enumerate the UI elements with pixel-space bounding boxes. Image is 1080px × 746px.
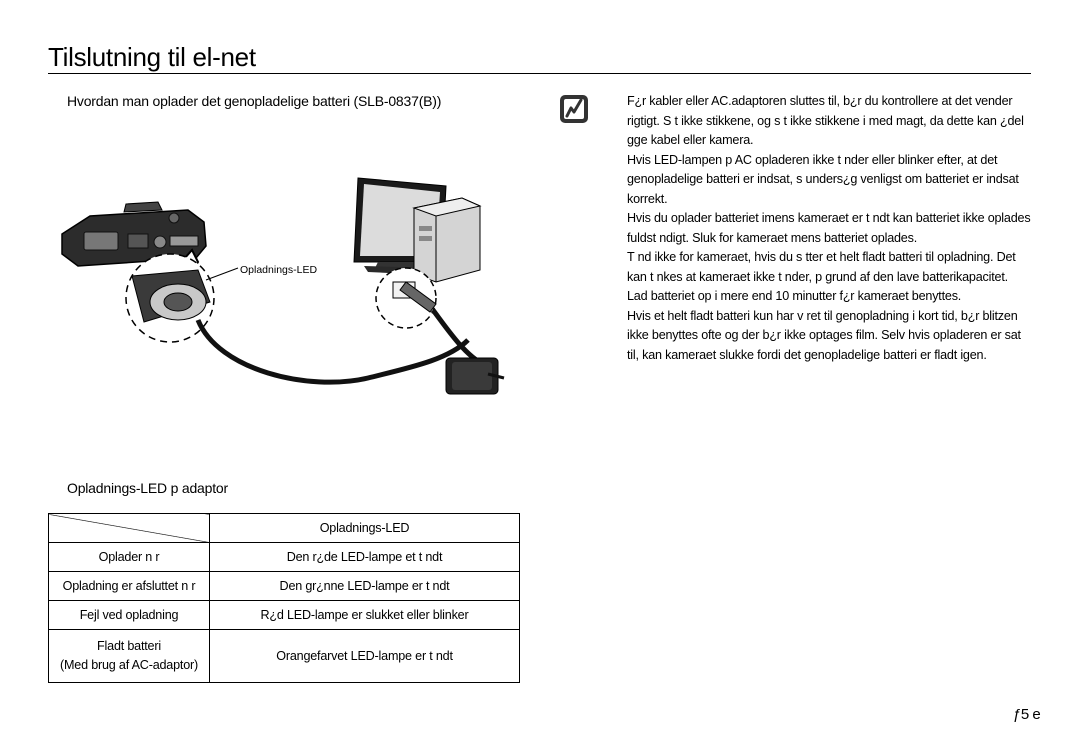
page-number: ƒ5 e <box>1013 706 1041 723</box>
table-row <box>49 543 520 572</box>
note-pencil-icon <box>559 94 589 124</box>
table-cell-state-line2: (Med brug af AC-adaptor) <box>60 658 198 672</box>
notes-text <box>627 92 1031 365</box>
ac-adaptor-icon <box>446 358 504 394</box>
table-corner-cell <box>49 514 210 543</box>
table-row <box>49 572 520 601</box>
table-cell-led: Den gr¿nne LED-lampe er t ndt <box>210 572 520 601</box>
note-paragraph: Hvis LED-lampen p AC opladeren ikke t nder eller blinker efter, at det genopladelige batteri er indsat, s unders¿g venligst om batteriet er indsat korrekt. <box>627 152 1019 206</box>
table-header-led: Opladnings-LED <box>210 514 520 543</box>
table-cell-led: Den r¿de LED-lampe et t ndt <box>210 543 520 572</box>
charging-heading: Hvordan man oplader det genopladelige batteri (SLB-0837(B)) <box>67 93 442 109</box>
table-cell-state: Fejl ved opladning <box>49 601 210 630</box>
note-paragraph: T nd ikke for kameraet, hvis du s tter et helt fladt batteri til opladning. Det kan t nkes at kameraet ikke t nder, p grund af den lave batterikapacitet. Lad batteriet op i mere end 10 minutter f¿r kameraet benyttes. <box>627 250 1016 303</box>
table-row <box>49 630 520 683</box>
computer-tower-icon <box>414 198 480 282</box>
table-header-row <box>49 514 520 543</box>
led-label: Opladnings-LED <box>240 264 318 276</box>
table-cell-led: Orangefarvet LED-lampe er t ndt <box>210 630 520 683</box>
note-paragraph: Hvis et helt fladt batteri kun har v ret til genopladning i kort tid, b¿r blitzen ikke benyttes ofte og der b¿r ikke optages film. Selv hvis opladeren er sat til, kan kameraet slukke fordi det genopladelige batteri er fladt igen. <box>627 308 1021 362</box>
led-status-table <box>48 513 520 683</box>
table-heading: Opladnings-LED p adaptor <box>67 480 228 496</box>
charging-illustration <box>48 170 528 410</box>
table-cell-state <box>49 630 210 683</box>
title-divider <box>48 73 1031 74</box>
page-title: Tilslutning til el-net <box>48 42 256 72</box>
table-cell-state-line1: Fladt batteri <box>97 639 161 653</box>
table-row <box>49 601 520 630</box>
usb-zoom-circle <box>376 268 436 328</box>
note-paragraph: F¿r kabler eller AC.adaptoren sluttes til, b¿r du kontrollere at det vender rigtigt. S t ikke stikkene, og s t ikke stikkene i med magt, da dette kan ¿del gge kabel eller kamera. <box>627 94 1024 147</box>
table-cell-state: Oplader n r <box>49 543 210 572</box>
table-cell-led: R¿d LED-lampe er slukket eller blinker <box>210 601 520 630</box>
table-cell-state: Opladning er afsluttet n r <box>49 572 210 601</box>
note-paragraph: Hvis du oplader batteriet imens kameraet er t ndt kan batteriet ikke oplades fuldst ndigt. Sluk for kameraet mens batteriet oplades. <box>627 211 1031 245</box>
